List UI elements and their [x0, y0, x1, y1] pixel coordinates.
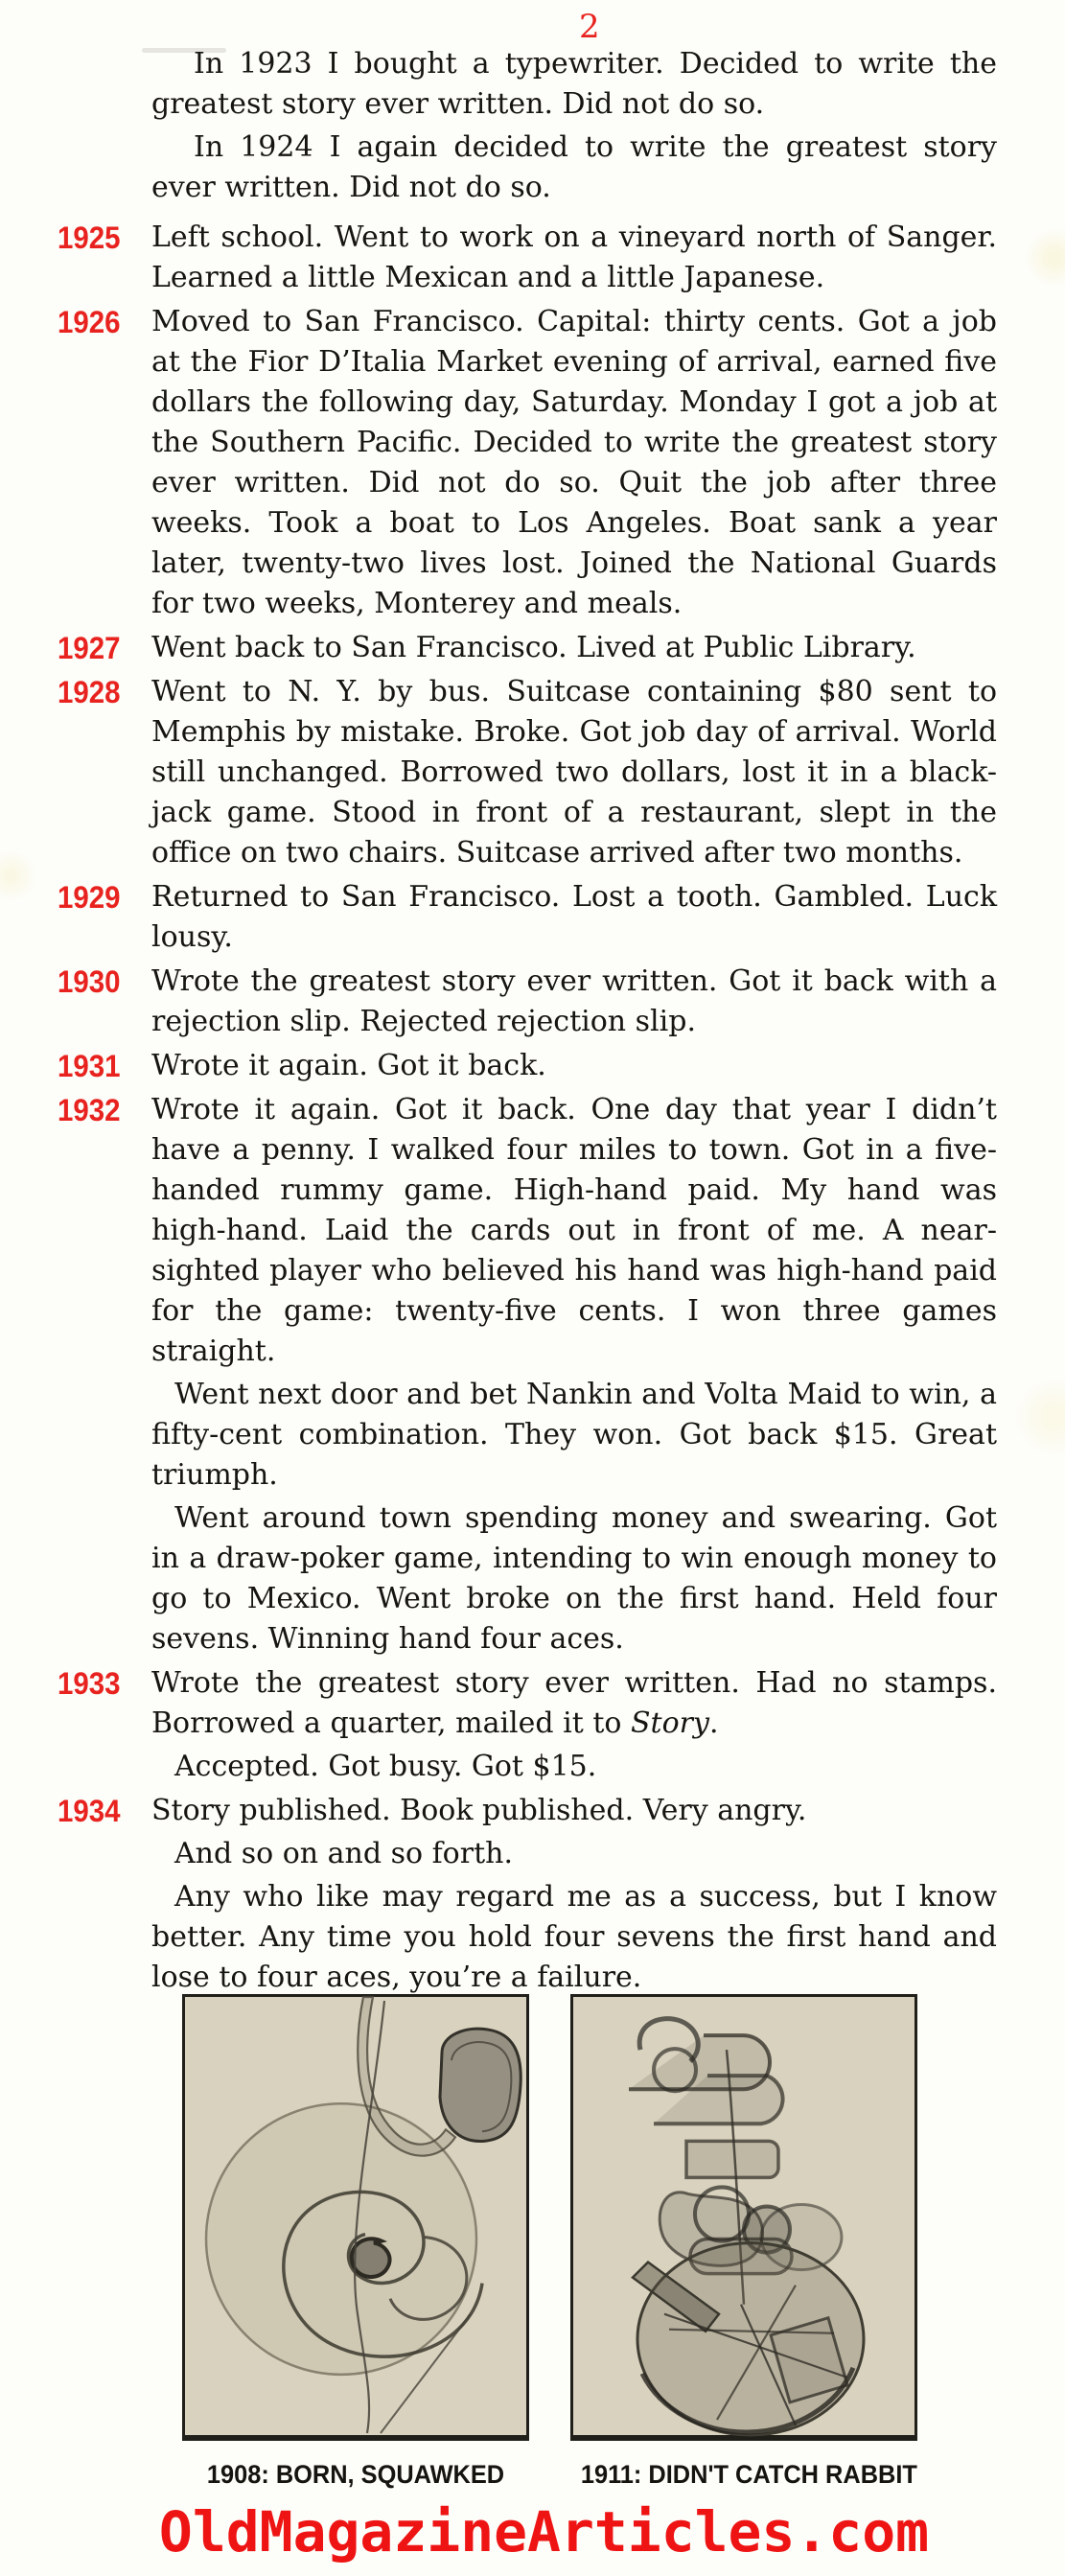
entry-paragraph: Wrote it again. Got it back. One day that year I didn’t have a penny. I walked four miles to town. Got in a five-handed rummy game. High-hand paid. My hand was high-hand. Laid the cards out in front of me. A near-sighted player who believed his hand was high-hand paid for the game: twenty-five cents. I won three games straight. — [151, 1093, 997, 1368]
intro-paragraphs — [151, 44, 997, 208]
watermark-oldmagazinearticles: OldMagazineArticles.com — [158, 2499, 930, 2564]
year-label: 1934 — [58, 1794, 121, 1828]
italic-magazine-title: Story — [630, 1706, 709, 1740]
timeline-entry-1932 — [58, 1090, 997, 1659]
year-label: 1930 — [58, 964, 121, 999]
intro-paragraph-1923: In 1923 I bought a typewriter. Decided to write the greatest story ever written. Did not do so. — [151, 47, 997, 121]
entry-paragraph: Moved to San Francisco. Capital: thirty cents. Got a job at the Fior D’Italia Market evening of arrival, earned five dollars the following day, Saturday. Monday I got a job at the Southern Pacific. Decided to write the greatest story ever written. Did not do so. Quit the job after three weeks. Took a boat to Los Angeles. Boat sank a year later, twenty-two lives lost. Joined the National Guards for two weeks, Monterey and meals. — [151, 305, 997, 620]
entry-paragraph: Any who like may regard me as a success, but I know better. Any time you hold four sevens the first hand and lose to four aces, you’re a failure. — [151, 1880, 997, 1994]
entry-paragraph: Went around town spending money and swearing. Got in a draw-poker game, intending to win enough money to go to Mexico. Went broke on the first hand. Held four sevens. Winning hand four aces. — [151, 1501, 997, 1656]
timeline-entry-1933 — [58, 1663, 997, 1787]
year-label: 1926 — [58, 305, 121, 339]
entry-paragraph: Wrote the greatest story ever written. Got it back with a rejection slip. Rejected rejection slip. — [151, 964, 997, 1038]
entry-paragraph: Returned to San Francisco. Lost a tooth. Gambled. Luck lousy. — [151, 880, 997, 954]
timeline-entry-1930 — [58, 962, 997, 1042]
year-label: 1925 — [58, 220, 121, 255]
figure-1911-drawing — [570, 1994, 917, 2441]
timeline-entry-1929 — [58, 877, 997, 958]
abstract-spiral-line-drawing-icon — [185, 1997, 526, 2435]
figure-1908-drawing — [182, 1994, 529, 2441]
entry-paragraph: And so on and so forth. — [174, 1837, 513, 1870]
timeline-entry-1925 — [58, 218, 997, 298]
entry-paragraph: Accepted. Got busy. Got $15. — [174, 1750, 597, 1783]
entry-paragraph: Went to N. Y. by bus. Suitcase containing $80 sent to Memphis by mistake. Broke. Got job day of arrival. World still unchanged. Borrowed two dollars, lost it in a black-jack game. Stood in front of a restaurant, slept in the office on two chairs. Suitcase arrived after two months. — [151, 675, 997, 870]
year-label: 1932 — [58, 1093, 121, 1127]
entry-paragraph: Story published. Book published. Very angry. — [151, 1794, 807, 1827]
timeline-entry-1927 — [58, 628, 997, 668]
timeline-entry-1926 — [58, 302, 997, 624]
abstract-stacked-line-drawing-icon — [573, 1997, 915, 2435]
year-label: 1928 — [58, 675, 121, 709]
year-label: 1933 — [58, 1666, 121, 1701]
text-run: . — [708, 1706, 719, 1740]
entry-paragraph: Went back to San Francisco. Lived at Public Library. — [151, 631, 916, 664]
entry-paragraph — [151, 1663, 997, 1744]
year-label: 1931 — [58, 1049, 121, 1083]
timeline-entry-1931 — [58, 1046, 997, 1086]
timeline-entry-1928 — [58, 672, 997, 873]
year-label: 1929 — [58, 880, 121, 915]
entry-paragraph: Left school. Went to work on a vineyard north of Sanger. Learned a little Mexican and a little Japanese. — [151, 220, 997, 294]
entry-paragraph: Went next door and bet Nankin and Volta Maid to win, a fifty-cent combination. They won. Got back $15. Great triumph. — [151, 1378, 997, 1492]
timeline-entry-1934 — [58, 1791, 997, 1998]
text-run: Wrote the greatest story ever written. Had no stamps. Borrowed a quarter, mailed it to — [151, 1666, 997, 1740]
page-number: 2 — [579, 8, 600, 46]
figure-caption-1908: 1908: BORN, SQUAWKED — [206, 2460, 505, 2489]
year-label: 1927 — [58, 631, 121, 665]
entry-paragraph: Wrote it again. Got it back. — [151, 1049, 546, 1082]
intro-paragraph-1924: In 1924 I again decided to write the greatest story ever written. Did not do so. — [151, 130, 997, 204]
figure-caption-1911: 1911: DIDN'T CATCH RABBIT — [580, 2460, 917, 2489]
article-text — [58, 44, 997, 1994]
